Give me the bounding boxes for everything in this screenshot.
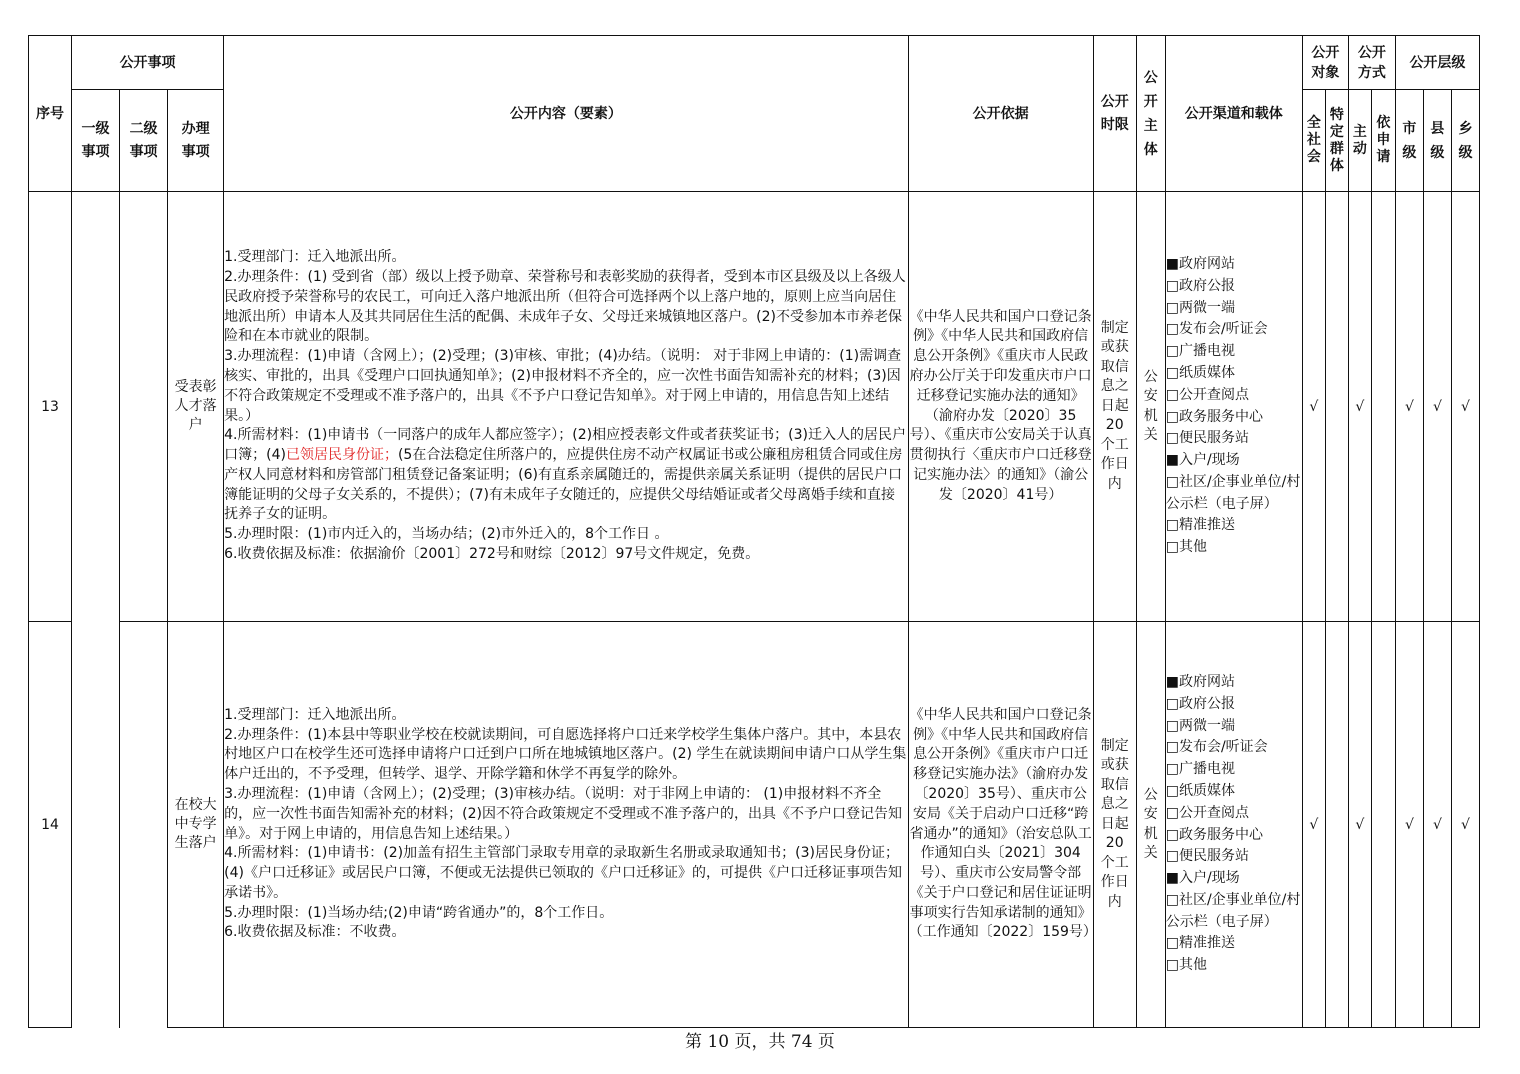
- row-seq: 14: [29, 622, 72, 1028]
- channel-item: ■政府网站: [1165, 673, 1235, 690]
- header-deadline-text: 公开时限: [1100, 93, 1129, 133]
- check-level-city: √: [1395, 192, 1423, 622]
- check-level-town: √: [1451, 622, 1479, 1028]
- page-footer: 第 10 页，共 74 页: [685, 1032, 835, 1052]
- channel-item: □纸质媒体: [1165, 364, 1235, 381]
- handling-cell: [168, 622, 224, 1028]
- check-level-town: √: [1451, 192, 1479, 622]
- header-method-active-text: 主动: [1352, 123, 1367, 157]
- header-level-town: [1451, 90, 1479, 192]
- handling-text: 在校大中专学生落户: [174, 797, 217, 851]
- header-public-items: 公开事项: [72, 36, 224, 90]
- header-level1: [72, 90, 120, 192]
- channel-item: □便民服务站: [1165, 848, 1249, 865]
- header-target-specific: [1325, 90, 1348, 192]
- check-target-all: √: [1302, 622, 1325, 1028]
- header-subject: [1136, 36, 1165, 192]
- deadline-text: 制定或获取信息之日起20个工作日内: [1100, 737, 1129, 910]
- subject-text: 公安机关: [1143, 368, 1158, 443]
- check-method-active: √: [1348, 622, 1371, 1028]
- header-level2-text: 二级事项: [129, 120, 158, 160]
- header-target-all-text: 全社会: [1306, 115, 1321, 165]
- header-method-text: 公开方式: [1357, 44, 1386, 81]
- deadline-cell: [1093, 622, 1136, 1028]
- header-method-request: [1371, 90, 1395, 192]
- content-line: 4.所需材料：(1)申请书：(2)加盖有招生主管部门录取专用章的录取新生名册或录取通知书；(3)居民身份证；(4)《户口迁移证》或居民户口簿，不便或无法提供已领取的《户口迁移证》的，可提供《户口迁移证事项告知承诺书》。: [224, 845, 902, 901]
- channel-item: □政务服务中心: [1165, 826, 1263, 843]
- header-target: [1302, 36, 1348, 90]
- channel-item: ■入户/现场: [1165, 870, 1240, 887]
- channel-item: □精准推送: [1165, 935, 1235, 952]
- content-line: 1.受理部门：迁入地派出所。: [224, 249, 406, 266]
- channel-item: □公开查阅点: [1165, 386, 1249, 403]
- channel-item: □公开查阅点: [1165, 804, 1249, 821]
- header-method-request-text: 依申请: [1376, 115, 1391, 165]
- header-level1-text: 一级事项: [81, 120, 110, 160]
- requirements-text-continued: (5在合法稳定住所落户的，应提供住房不动产权属证书或公廉租房租赁合同或住房产权人同意材料和房管部门租赁登记备案证明；(6)有直系亲属随迁的，需提供亲属关系证明（提供的居民户口簿能证明的父母子女关系的，不提供）；(7)有未成年子女随迁的，应提供父母结婚证或者父母离婚手续和直接抚养子女的证明。: [224, 447, 903, 523]
- channel-item: □其他: [1165, 539, 1207, 556]
- channel-item: □发布会/听证会: [1165, 739, 1268, 756]
- content-line: 3.办理流程：(1)申请（含网上）；(2)受理；(3)审核办结。（说明：对于非网上申请的： (1)申报材料不齐全的，应一次性书面告知需补充的材料；(2)因不符合政策规定不受理或不准予落户的，出具《不予户口登记告知单》。对于网上申请的，用信息告知上述结果。）: [224, 785, 902, 842]
- content-line: 1.受理部门：迁入地派出所。: [224, 706, 406, 723]
- basis-cell: 《中华人民共和国户口登记条例》《中华人民共和国政府信息公开条例》《重庆市户口迁移登记实施办法》（渝府办发〔2020〕35号）、重庆市公安局《关于启动户口迁移“跨省通办”的通知》（治安总队工作通知白头〔2021〕304号）、重庆市公安局警令部《关于户口登记和居住证证明事项实行告知承诺制的通知》（工作通知〔2022〕159号）: [908, 622, 1093, 1028]
- deadline-text: 制定或获取信息之日起20个工作日内: [1100, 319, 1129, 492]
- channel-item: □便民服务站: [1165, 430, 1249, 447]
- header-target-text: 公开对象: [1311, 44, 1340, 81]
- header-channels: 公开渠道和载体: [1165, 36, 1302, 192]
- header-basis: 公开依据: [908, 36, 1093, 192]
- content-line: 5.办理时限：(1)市内迁入的，当场办结；(2)市外迁入的，8个工作日 。: [224, 526, 669, 543]
- channel-item: □纸质媒体: [1165, 782, 1235, 799]
- header-content: 公开内容（要素）: [224, 36, 908, 192]
- check-target-all: √: [1302, 192, 1325, 622]
- check-method-request: [1371, 192, 1395, 622]
- channel-item: □广播电视: [1165, 761, 1235, 778]
- check-method-request: [1371, 622, 1395, 1028]
- header-level-county: [1423, 90, 1451, 192]
- header-level2: [120, 90, 168, 192]
- content-line: 2.办理条件：(1)本县中等职业学校在校就读期间，可自愿选择将户口迁来学校学生集体户落户。其中，本县农村地区户口在校学生还可选择申请将户口迁到户口所在地城镇地区落户。(2) 学生在就读期间申请户口从学生集体户迁出的，不予受理，但转学、退学、开除学籍和休学不再复学的除外。: [224, 726, 907, 783]
- level2-cell: [120, 192, 168, 622]
- header-seq: 序号: [29, 36, 72, 192]
- header-subject-text: 公开主体: [1143, 69, 1158, 158]
- channels-cell: [1165, 622, 1302, 1028]
- level2-cell: [120, 622, 168, 1028]
- table-row: [29, 192, 1480, 622]
- subject-text: 公安机关: [1143, 786, 1158, 861]
- subject-cell: [1136, 192, 1165, 622]
- channel-item: □广播电视: [1165, 343, 1235, 360]
- check-target-specific: [1325, 192, 1348, 622]
- header-method: [1348, 36, 1395, 90]
- header-level-city: [1395, 90, 1423, 192]
- channel-item: ■政府网站: [1165, 255, 1235, 272]
- channel-item: □精准推送: [1165, 517, 1235, 534]
- basis-cell: 《中华人民共和国户口登记条例》《中华人民共和国政府信息公开条例》《重庆市人民政府办公厅关于印发重庆市户口迁移登记实施办法的通知》（渝府办发〔2020〕35号）、《重庆市公安局关于认真贯彻执行〈重庆市户口迁移登记实施办法〉的通知》（渝公发〔2020〕41号）: [908, 192, 1093, 622]
- channel-item: □政府公报: [1165, 695, 1235, 712]
- channel-item: □发布会/听证会: [1165, 321, 1268, 338]
- content-cell: [224, 622, 908, 1028]
- channel-item: □社区/企事业单位/村公示栏（电子屏）: [1165, 473, 1301, 512]
- handling-text: 受表彰人才落户: [174, 379, 217, 433]
- content-line: 6.收费依据及标准：不收费。: [224, 924, 406, 941]
- header-handling-text: 办理事项: [181, 120, 210, 160]
- channel-item: □两微一端: [1165, 299, 1235, 316]
- channel-item: □政务服务中心: [1165, 408, 1263, 425]
- channel-item: ■入户/现场: [1165, 452, 1240, 469]
- disclosure-table: [28, 35, 1480, 1028]
- check-target-specific: [1325, 622, 1348, 1028]
- header-target-all: [1302, 90, 1325, 192]
- header-target-specific-text: 特定群体: [1329, 106, 1344, 174]
- header-level-town-text: 乡级: [1458, 120, 1473, 161]
- row-seq: 13: [29, 192, 72, 622]
- channel-item: □政府公报: [1165, 277, 1235, 294]
- content-line: 6.收费依据及标准：依据渝价〔2001〕272号和财综〔2012〕97号文件规定，免费。: [224, 546, 760, 563]
- content-line: [224, 426, 907, 525]
- header-method-active: [1348, 90, 1371, 192]
- header-handling: [168, 90, 224, 192]
- header-deadline: [1093, 36, 1136, 192]
- check-level-city: √: [1395, 622, 1423, 1028]
- channel-item: □两微一端: [1165, 717, 1235, 734]
- check-level-county: √: [1423, 192, 1451, 622]
- table-row: [29, 622, 1480, 1028]
- deadline-cell: [1093, 192, 1136, 622]
- content-line: 3.办理流程：(1)申请（含网上）；(2)受理；(3)审核、审批；(4)办结。（说明： 对于非网上申请的：(1)需调查核实、审批的，出具《受理户口回执通知单》；(2)申报材料不齐全的，应一次性书面告知需补充的材料；(3)因不符合政策规定不受理或不准予落户的，出具《不予户口登记告知单》。对于网上申请的，用信息告知上述结果。）: [224, 348, 902, 424]
- channels-cell: [1165, 192, 1302, 622]
- handling-cell: [168, 192, 224, 622]
- header-level-county-text: 县级: [1430, 120, 1445, 161]
- content-line: 5.办理时限：(1)当场办结;(2)申请“跨省通办”的，8个工作日。: [224, 904, 614, 921]
- level1-cell: [72, 192, 120, 1028]
- check-method-active: √: [1348, 192, 1371, 622]
- highlighted-requirement: 已领居民身份证；: [285, 447, 398, 464]
- subject-cell: [1136, 622, 1165, 1028]
- content-line: 2.办理条件：(1) 受到省（部）级以上授予勋章、荣誉称号和表彰奖励的获得者，受到本市区县级及以上各级人民政府授予荣誉称号的农民工，可向迁入落户地派出所（但符合可选择两个以上落户地的，原则上应当向居住地派出所）申请本人及其共同居住生活的配偶、未成年子女、父母迁来城镇地区落户。(2)不受参加本市养老保险和在本市就业的限制。: [224, 268, 906, 345]
- requirements-text: 4.所需材料：(1)申请书（一同落户的成年人都应签字）；(2)相应授表彰文件或者获奖证书；(3)迁入人的居民户口簿；(4): [224, 427, 906, 464]
- channel-item: □社区/企事业单位/村公示栏（电子屏）: [1165, 891, 1301, 930]
- header-level: 公开层级: [1395, 36, 1479, 90]
- channel-item: □其他: [1165, 957, 1207, 974]
- header-level-city-text: 市级: [1402, 120, 1417, 161]
- check-level-county: √: [1423, 622, 1451, 1028]
- content-cell: [224, 192, 908, 622]
